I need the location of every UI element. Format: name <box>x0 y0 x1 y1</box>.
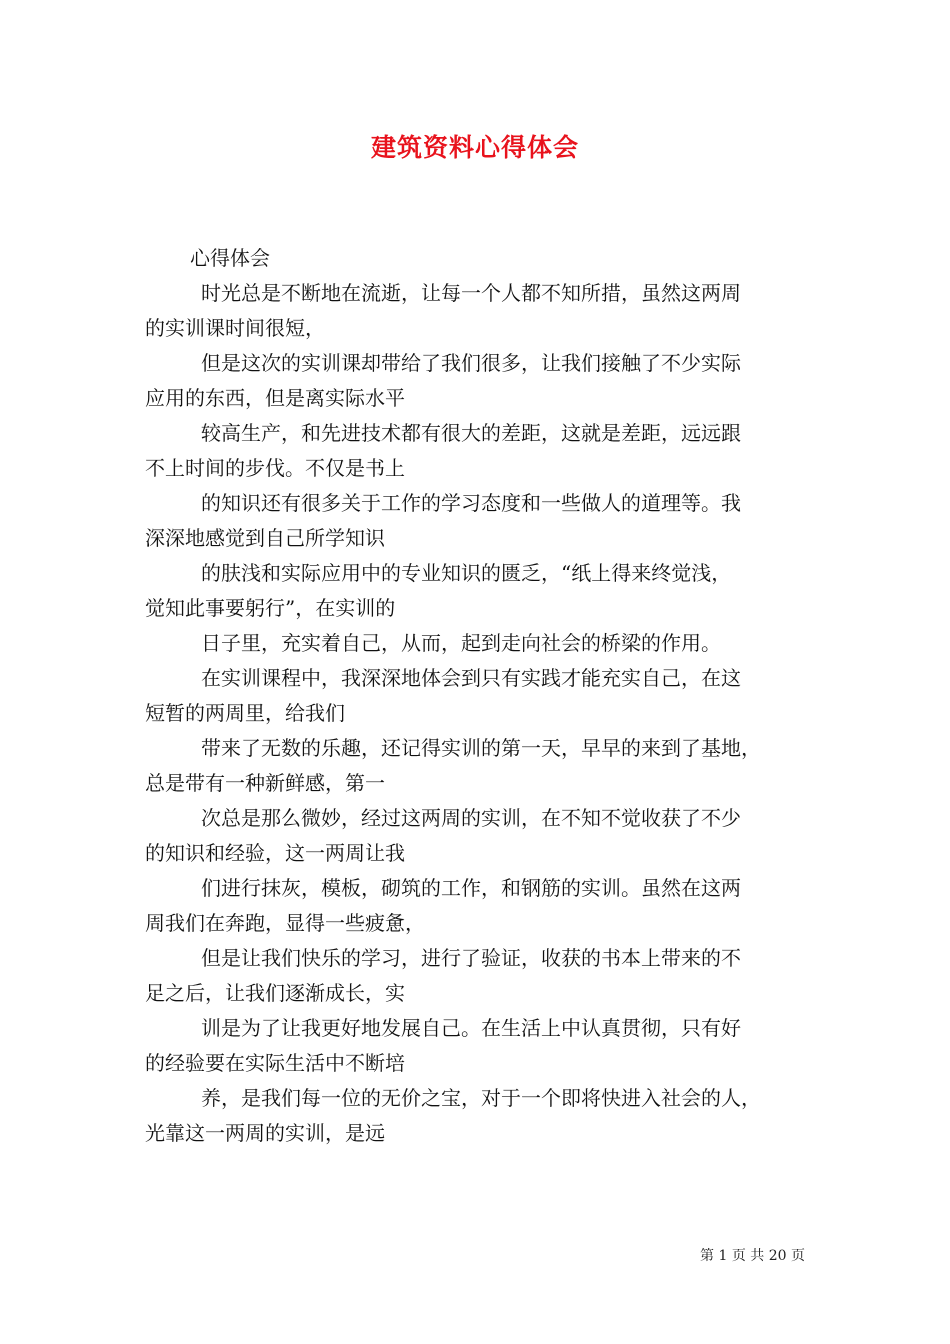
paragraph-line: 但是让我们快乐的学习，进行了验证，收获的书本上带来的不 <box>201 946 741 970</box>
paragraph <box>145 486 815 556</box>
paragraph-line: 光靠这一两周的实训，是远 <box>145 1121 385 1145</box>
paragraph-line: 日子里，充实着自己，从而，起到走向社会的桥梁的作用。 <box>201 631 721 655</box>
paragraph-line: 训是为了让我更好地发展自己。在生活上中认真贯彻，只有好 <box>201 1016 741 1040</box>
paragraph <box>145 731 815 801</box>
paragraph <box>145 801 815 871</box>
paragraph-list <box>145 276 815 1151</box>
paragraph <box>145 626 815 661</box>
paragraph-line: 的知识还有很多关于工作的学习态度和一些做人的道理等。我 <box>201 491 741 515</box>
paragraph-line: 应用的东西，但是离实际水平 <box>145 386 405 410</box>
paragraph-line: 较高生产，和先进技术都有很大的差距，这就是差距，远远跟 <box>201 421 741 445</box>
paragraph <box>145 556 815 626</box>
paragraph-line: 觉知此事要躬行”，在实训的 <box>145 596 396 620</box>
paragraph-line: 的知识和经验，这一两周让我 <box>145 841 405 865</box>
paragraph <box>145 941 815 1011</box>
document-title: 建筑资料心得体会 <box>370 133 579 162</box>
paragraph-line: 次总是那么微妙，经过这两周的实训，在不知不觉收获了不少 <box>201 806 741 830</box>
paragraph-line: 们进行抹灰，模板，砌筑的工作，和钢筋的实训。虽然在这两 <box>201 876 741 900</box>
paragraph <box>145 276 815 346</box>
paragraph <box>145 871 815 941</box>
paragraph <box>145 661 815 731</box>
paragraph <box>145 346 815 416</box>
paragraph <box>145 1011 815 1081</box>
paragraph-line: 深深地感觉到自己所学知识 <box>145 526 385 550</box>
paragraph-line: 的实训课时间很短， <box>145 316 325 340</box>
paragraph-line: 的肤浅和实际应用中的专业知识的匮乏，“纸上得来终觉浅， <box>201 561 732 585</box>
paragraph-line: 带来了无数的乐趣，还记得实训的第一天，早早的来到了基地， <box>201 736 761 760</box>
paragraph-line: 在实训课程中，我深深地体会到只有实践才能充实自己，在这 <box>201 666 741 690</box>
paragraph-line: 周我们在奔跑，显得一些疲惫， <box>145 911 425 935</box>
section-heading: 心得体会 <box>190 246 270 270</box>
paragraph-line: 但是这次的实训课却带给了我们很多，让我们接触了不少实际 <box>201 351 741 375</box>
paragraph-line: 养，是我们每一位的无价之宝，对于一个即将快进入社会的人， <box>201 1086 761 1110</box>
page-number: 第 1 页 共 20 页 <box>700 1248 805 1264</box>
paragraph-line: 足之后，让我们逐渐成长，实 <box>145 981 405 1005</box>
paragraph-line: 时光总是不断地在流逝，让每一个人都不知所措，虽然这两周 <box>201 281 741 305</box>
document-body <box>145 241 815 1151</box>
paragraph-line: 短暂的两周里，给我们 <box>145 701 345 725</box>
paragraph <box>145 416 815 486</box>
paragraph <box>145 1081 815 1151</box>
paragraph-line: 不上时间的步伐。不仅是书上 <box>145 456 405 480</box>
paragraph-line: 总是带有一种新鲜感，第一 <box>145 771 385 795</box>
paragraph-line: 的经验要在实际生活中不断培 <box>145 1051 405 1075</box>
